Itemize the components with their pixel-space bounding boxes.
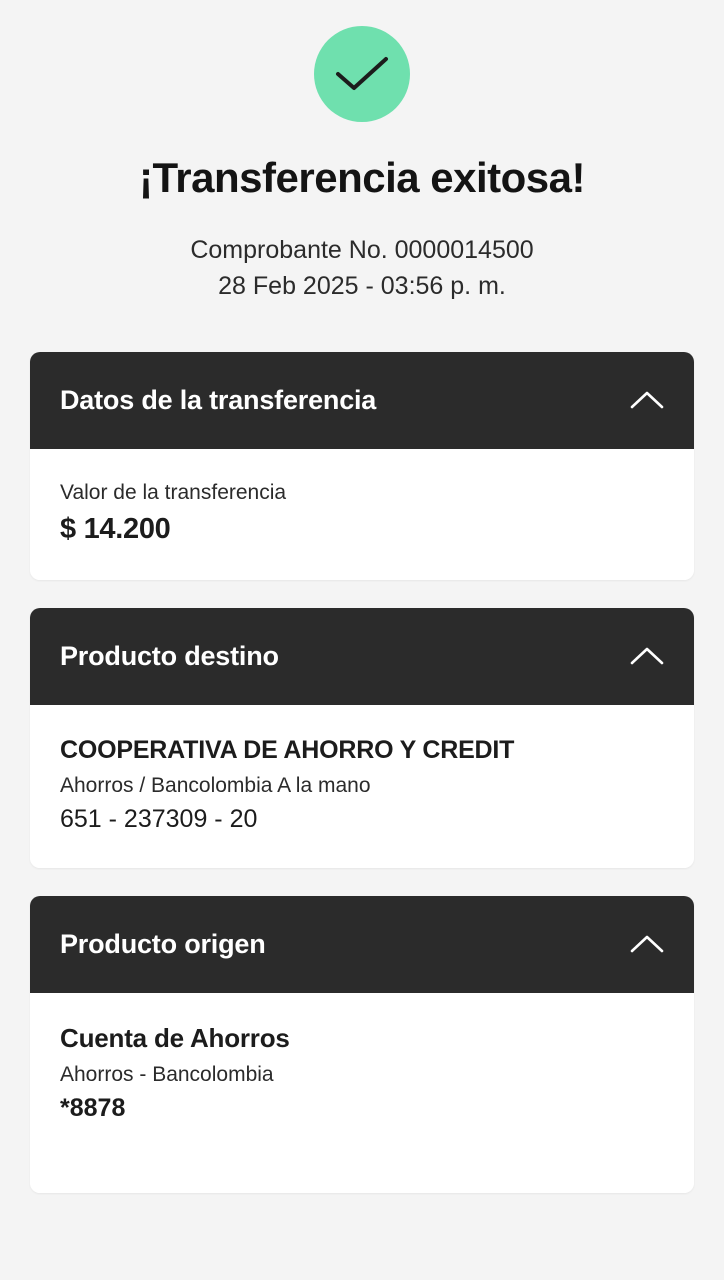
receipt-number: Comprobante No. 0000014500 <box>190 236 534 264</box>
chevron-up-icon[interactable] <box>630 390 664 410</box>
origin-product-title: Producto origen <box>60 928 266 959</box>
chevron-up-icon[interactable] <box>630 934 664 954</box>
transfer-details-title: Datos de la transferencia <box>60 384 377 415</box>
destination-account-type: Ahorros / Bancolombia A la mano <box>60 773 371 797</box>
receipt-datetime: 28 Feb 2025 - 03:56 p. m. <box>218 272 506 301</box>
origin-product-header[interactable] <box>30 896 694 993</box>
origin-account-number: *8878 <box>60 1093 126 1122</box>
destination-product-header[interactable] <box>30 608 694 705</box>
transfer-details-body <box>30 449 694 580</box>
destination-product-title: Producto destino <box>60 640 279 671</box>
transfer-amount-label: Valor de la transferencia <box>60 480 287 504</box>
check-circle-icon <box>314 26 410 122</box>
transfer-details-header[interactable] <box>30 352 694 449</box>
chevron-up-icon[interactable] <box>630 646 664 666</box>
transfer-details-card <box>30 352 694 580</box>
origin-product-body <box>30 993 694 1193</box>
origin-product-card <box>30 896 694 1193</box>
origin-account-name: Cuenta de Ahorros <box>60 1022 290 1053</box>
page-title: ¡Transferencia exitosa! <box>138 154 586 201</box>
destination-account-name: COOPERATIVA DE AHORRO Y CREDIT <box>60 735 515 764</box>
destination-product-body <box>30 705 694 868</box>
success-header <box>0 0 724 305</box>
destination-product-card <box>30 608 694 868</box>
transfer-amount-value: $ 14.200 <box>60 512 171 545</box>
origin-account-type: Ahorros - Bancolombia <box>60 1062 274 1086</box>
destination-account-number: 651 - 237309 - 20 <box>60 804 258 833</box>
